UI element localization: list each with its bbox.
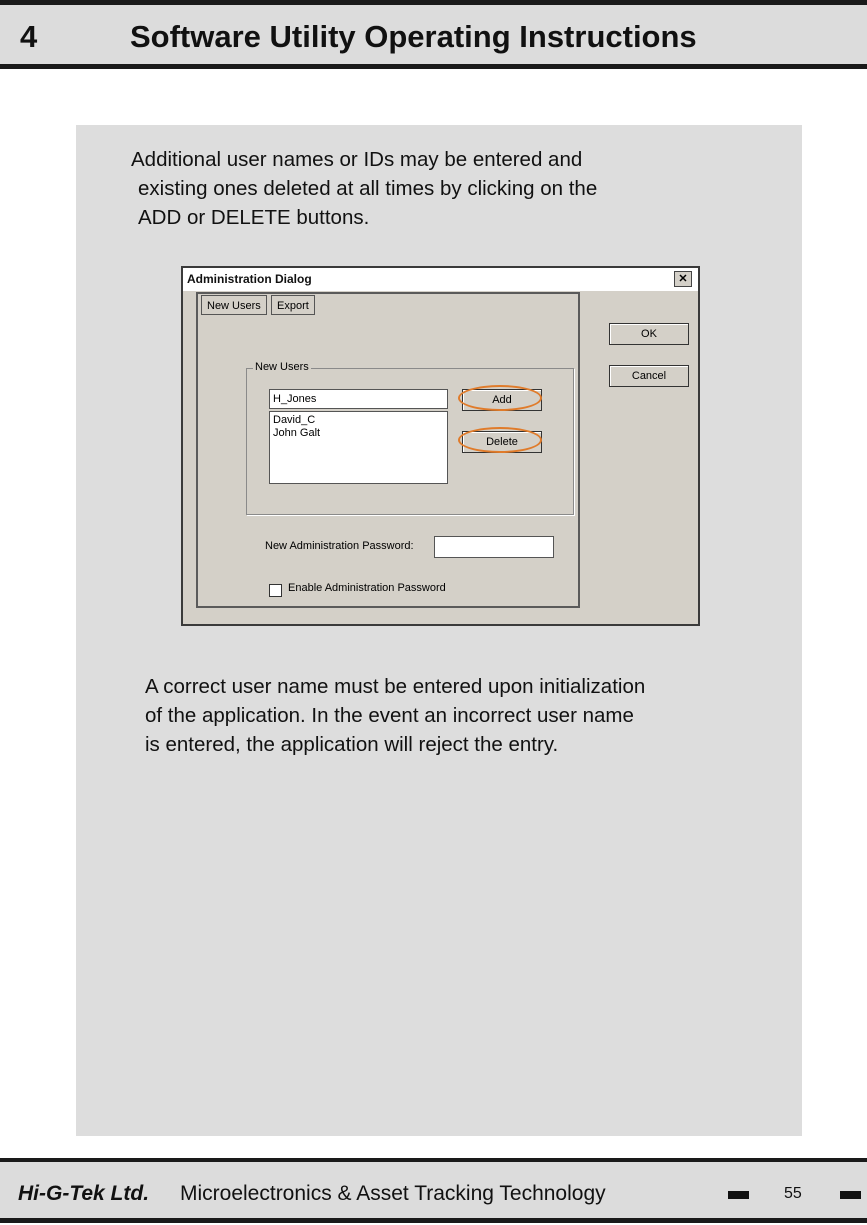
- administration-dialog: [181, 266, 700, 626]
- company-tagline: Microelectronics & Asset Tracking Technology: [180, 1182, 606, 1205]
- tab-new-users[interactable]: New Users: [201, 295, 267, 315]
- enable-password-label: Enable Administration Password: [288, 582, 446, 594]
- intro-line: ADD or DELETE buttons.: [138, 206, 370, 229]
- note-line: A correct user name must be entered upon initialization: [145, 675, 646, 698]
- note-line: of the application. In the event an incorrect user name: [145, 704, 634, 727]
- intro-line: Additional user names or IDs may be entered and: [131, 148, 583, 171]
- note-line: is entered, the application will reject the entry.: [145, 733, 559, 756]
- tab-export[interactable]: Export: [271, 295, 315, 315]
- dialog-title-bar: [183, 268, 698, 291]
- chapter-number: 4: [20, 19, 38, 54]
- add-highlight-circle: [458, 385, 542, 411]
- password-input[interactable]: [434, 536, 554, 558]
- add-button[interactable]: Add: [462, 389, 542, 411]
- user-name-input[interactable]: H_Jones: [269, 389, 448, 409]
- page-number: 55: [784, 1185, 802, 1202]
- intro-line: existing ones deleted at all times by clicking on the: [138, 177, 598, 200]
- footer-mark-left: [728, 1191, 749, 1199]
- footer-bottom-rule: [0, 1218, 867, 1223]
- company-name: Hi-G-Tek Ltd.: [18, 1182, 150, 1205]
- user-list[interactable]: [269, 411, 448, 484]
- delete-highlight-circle: [458, 427, 542, 453]
- page-header: [0, 5, 867, 64]
- ok-button[interactable]: OK: [609, 323, 689, 345]
- intro-paragraph: [131, 145, 597, 232]
- note-paragraph: [145, 672, 645, 759]
- footer-mark-right: [840, 1191, 861, 1199]
- list-item[interactable]: John Galt: [273, 427, 321, 439]
- list-item[interactable]: David_C: [273, 414, 316, 426]
- header-bottom-rule: [0, 64, 867, 69]
- page-footer: [0, 1162, 867, 1218]
- cancel-button[interactable]: Cancel: [609, 365, 689, 387]
- dialog-title: Administration Dialog: [187, 272, 312, 286]
- enable-password-checkbox[interactable]: [269, 584, 282, 597]
- new-users-group-label: New Users: [255, 361, 309, 373]
- delete-button[interactable]: Delete: [462, 431, 542, 453]
- password-label: New Administration Password:: [265, 540, 414, 552]
- page-title: Software Utility Operating Instructions: [130, 19, 697, 54]
- close-icon[interactable]: ✕: [674, 271, 692, 287]
